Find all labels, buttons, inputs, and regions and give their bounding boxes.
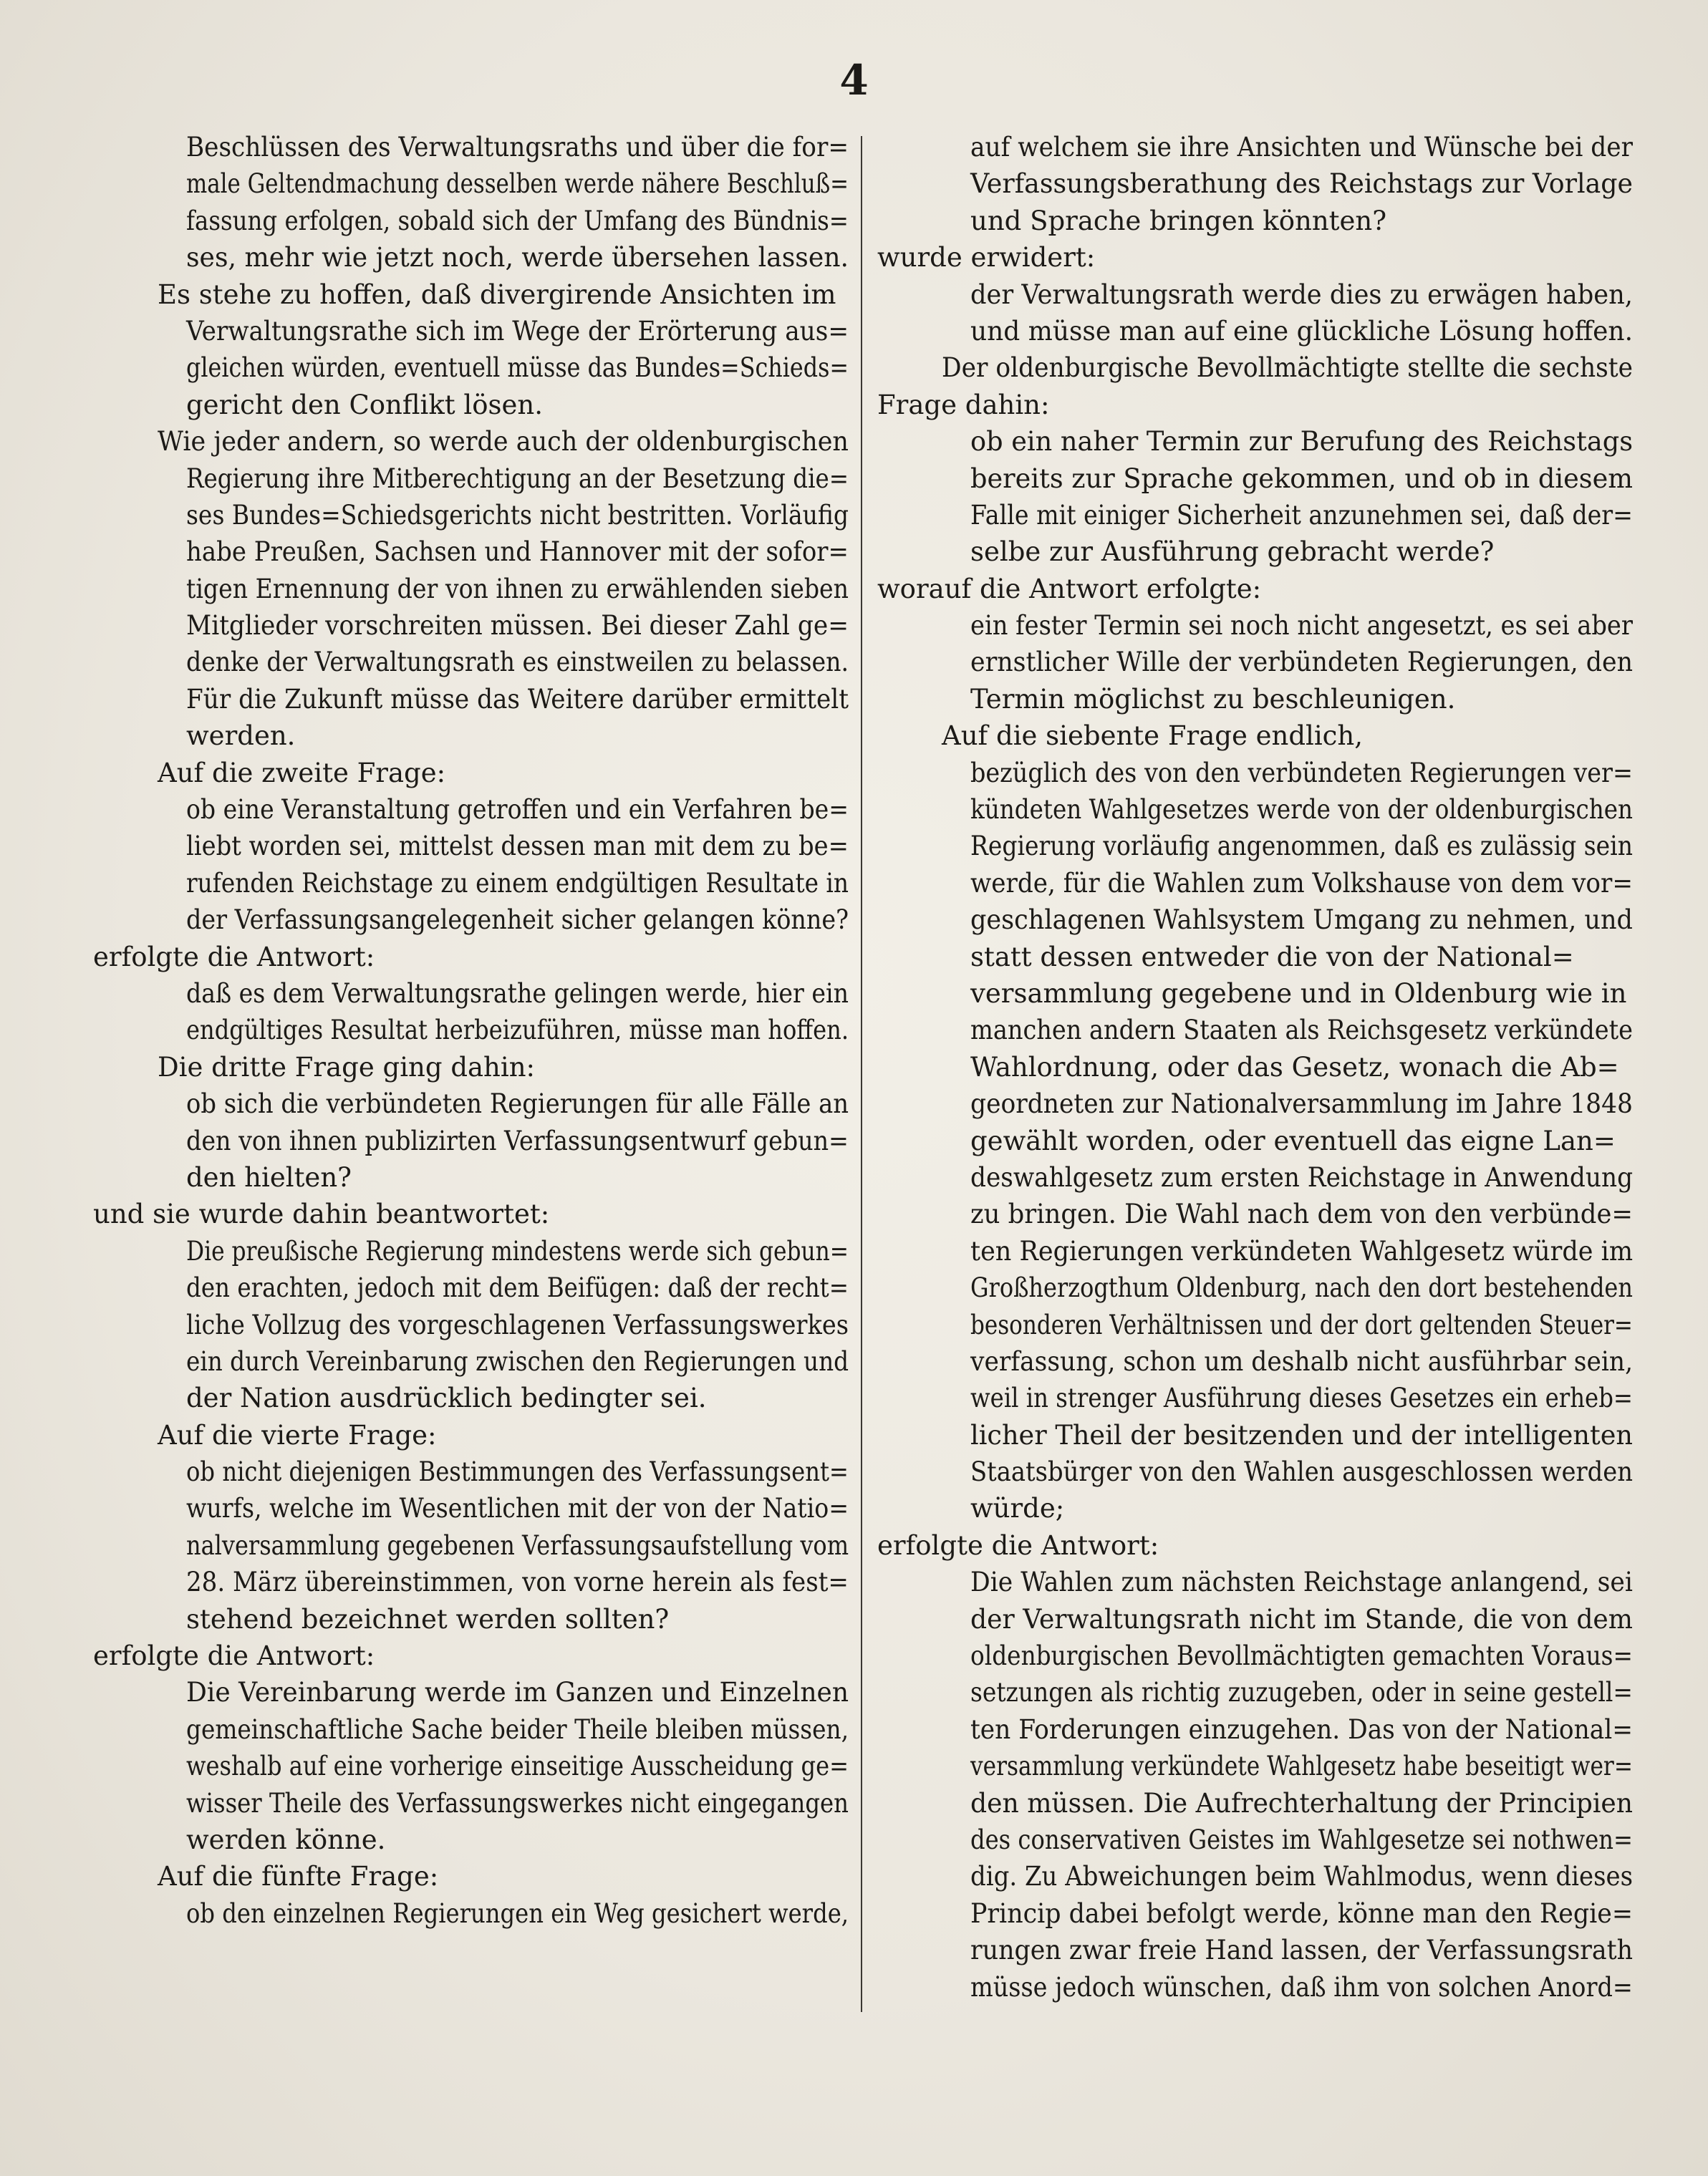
text-line: Regierung ihre Mitberechtigung an der Besetzung die=	[186, 463, 849, 494]
text-line: Der oldenburgische Bevollmächtigte stellte die sechste	[942, 352, 1633, 384]
text-line: liche Vollzug des vorgeschlagenen Verfassungswerkes	[186, 1309, 849, 1340]
text-line: der Verfassungsangelegenheit sicher gelangen könne?	[186, 904, 849, 936]
text-line: Wahlordnung, oder das Gesetz, wonach die Ab=	[970, 1051, 1619, 1083]
text-line: ses, mehr wie jetzt noch, werde übersehen lassen.	[186, 242, 849, 274]
text-line: wisser Theile des Verfassungswerkes nicht eingegangen	[186, 1787, 849, 1819]
text-line: daß es dem Verwaltungsrathe gelingen werde, hier ein	[186, 977, 849, 1009]
text-line: Die Wahlen zum nächsten Reichstage anlangend, sei	[970, 1567, 1633, 1598]
text-line: selbe zur Ausführung gebracht werde?	[970, 536, 1495, 568]
text-line: ten Regierungen verkündeten Wahlgesetz würde im	[970, 1235, 1633, 1267]
text-line: versammlung verkündete Wahlgesetz habe beseitigt wer=	[970, 1751, 1633, 1782]
text-line: nalversammlung gegebenen Verfassungsaufstellung vom	[186, 1529, 849, 1561]
text-line: Wie jeder andern, so werde auch der oldenburgischen	[158, 426, 849, 458]
text-line: Auf die fünfte Frage:	[158, 1861, 439, 1892]
text-line: Beschlüssen des Verwaltungsraths und über die for=	[186, 132, 849, 163]
text-line: versammlung gegebene und in Oldenburg wie in	[970, 977, 1627, 1009]
text-line: und sie wurde dahin beantwortet:	[93, 1199, 550, 1230]
text-line: gleichen würden, eventuell müsse das Bundes=Schieds=	[186, 352, 849, 384]
text-line: Auf die zweite Frage:	[158, 757, 446, 788]
text-line: und Sprache bringen könnten?	[970, 205, 1387, 236]
text-line: male Geltendmachung desselben werde nähere Beschluß=	[186, 168, 849, 200]
text-line: der Nation ausdrücklich bedingter sei.	[186, 1383, 707, 1414]
text-line: licher Theil der besitzenden und der intelligenten	[970, 1419, 1633, 1451]
text-line: bereits zur Sprache gekommen, und ob in diesem	[970, 463, 1633, 494]
text-line: Die Vereinbarung werde im Ganzen und Einzelnen	[186, 1677, 849, 1708]
text-line: habe Preußen, Sachsen und Hannover mit der sofor=	[186, 536, 849, 568]
text-line: Für die Zukunft müsse das Weitere darüber ermittelt	[186, 683, 849, 715]
text-line: rufenden Reichstage zu einem endgültigen Resultate in	[186, 867, 849, 899]
text-line: gemeinschaftliche Sache beider Theile bleiben müssen,	[186, 1713, 849, 1745]
text-line: Die preußische Regierung mindestens werde sich gebun=	[186, 1235, 849, 1267]
text-line: werde, für die Wahlen zum Volkshause von dem vor=	[970, 867, 1633, 899]
text-line: ten Forderungen einzugehen. Das von der National=	[970, 1713, 1633, 1745]
text-line: Verwaltungsrathe sich im Wege der Erörterung aus=	[186, 315, 849, 347]
text-line: würde;	[970, 1493, 1065, 1524]
text-line: des conservativen Geistes im Wahlgesetze sei nothwen=	[970, 1824, 1633, 1855]
text-line: weil in strenger Ausführung dieses Gesetzes ein erheb=	[970, 1383, 1633, 1414]
text-line: Mitglieder vorschreiten müssen. Bei dieser Zahl ge=	[186, 610, 849, 642]
text-line: ein durch Vereinbarung zwischen den Regierungen und	[186, 1345, 849, 1377]
text-line: deswahlgesetz zum ersten Reichstage in Anwendung	[970, 1161, 1633, 1193]
text-line: Es stehe zu hoffen, daß divergirende Ansichten im	[158, 279, 836, 310]
text-line: zu bringen. Die Wahl nach dem von den verbünde=	[970, 1199, 1633, 1230]
text-line: worauf die Antwort erfolgte:	[877, 573, 1262, 604]
text-line: Auf die vierte Frage:	[158, 1419, 437, 1451]
text-line: den hielten?	[186, 1161, 352, 1193]
text-line: ob den einzelnen Regierungen ein Weg gesichert werde,	[186, 1897, 849, 1929]
text-line: ob nicht diejenigen Bestimmungen des Verfassungsent=	[186, 1456, 849, 1488]
text-line: müsse jedoch wünschen, daß ihm von solchen Anord=	[970, 1971, 1633, 2003]
text-line: ein fester Termin sei noch nicht angesetzt, es sei aber	[970, 610, 1633, 642]
text-line: weshalb auf eine vorherige einseitige Ausscheidung ge=	[186, 1751, 849, 1782]
text-line: und müsse man auf eine glückliche Lösung hoffen.	[970, 315, 1633, 347]
text-line: Auf die siebente Frage endlich,	[942, 720, 1363, 752]
text-line: den erachten, jedoch mit dem Beifügen: daß der recht=	[186, 1272, 849, 1304]
text-line: erfolgte die Antwort:	[877, 1529, 1159, 1561]
text-line: ob sich die verbündeten Regierungen für alle Fälle an	[186, 1088, 849, 1120]
text-line: den müssen. Die Aufrechterhaltung der Principien	[970, 1787, 1633, 1819]
text-line: ses Bundes=Schiedsgerichts nicht bestritten. Vorläufig	[186, 499, 849, 531]
text-line: gewählt worden, oder eventuell das eigne Lan=	[970, 1125, 1616, 1156]
text-line: oldenburgischen Bevollmächtigten gemachten Voraus=	[970, 1640, 1633, 1672]
text-line: geschlagenen Wahlsystem Umgang zu nehmen, und	[970, 904, 1633, 936]
text-line: manchen andern Staaten als Reichsgesetz verkündete	[970, 1015, 1633, 1046]
column-divider	[861, 136, 862, 2012]
text-line: Verfassungsberathung des Reichstags zur Vorlage	[970, 168, 1633, 200]
text-line: wurfs, welche im Wesentlichen mit der von der Natio=	[186, 1493, 849, 1524]
text-line: werden könne.	[186, 1824, 386, 1855]
text-line: Großherzogthum Oldenburg, nach den dort bestehenden	[970, 1272, 1633, 1304]
text-line: setzungen als richtig zuzugeben, oder in seine gestell=	[970, 1677, 1633, 1708]
text-line: verfassung, schon um deshalb nicht ausführbar sein,	[970, 1345, 1633, 1377]
text-line: Princip dabei befolgt werde, könne man den Regie=	[970, 1897, 1633, 1929]
text-line: rungen zwar freie Hand lassen, der Verfassungsrath	[970, 1935, 1633, 1966]
text-line: liebt worden sei, mittelst dessen man mit dem zu be=	[186, 831, 849, 862]
text-line: wurde erwidert:	[877, 242, 1096, 274]
text-line: erfolgte die Antwort:	[93, 941, 375, 972]
page-number: 4	[839, 56, 869, 105]
text-line: Frage dahin:	[877, 389, 1050, 420]
text-line: besonderen Verhältnissen und der dort geltenden Steuer=	[970, 1309, 1633, 1340]
text-line: gericht den Conflikt lösen.	[186, 389, 544, 420]
text-line: endgültiges Resultat herbeizuführen, müsse man hoffen.	[186, 1015, 849, 1046]
text-line: dig. Zu Abweichungen beim Wahlmodus, wenn dieses	[970, 1861, 1633, 1892]
right-text-column	[877, 129, 1633, 2006]
text-line: Regierung vorläufig angenommen, daß es zulässig sein	[970, 831, 1633, 862]
text-line: geordneten zur Nationalversammlung im Jahre 1848	[970, 1088, 1633, 1120]
text-line: Falle mit einiger Sicherheit anzunehmen sei, daß der=	[970, 499, 1633, 531]
left-text-column	[93, 129, 849, 1932]
text-line: der Verwaltungsrath werde dies zu erwägen haben,	[970, 279, 1633, 310]
text-line: denke der Verwaltungsrath es einstweilen zu belassen.	[186, 647, 849, 678]
text-line: den von ihnen publizirten Verfassungsentwurf gebun=	[186, 1125, 849, 1156]
text-line: ob eine Veranstaltung getroffen und ein Verfahren be=	[186, 794, 849, 826]
text-line: bezüglich des von den verbündeten Regierungen ver=	[970, 757, 1633, 788]
text-line: werden.	[186, 720, 296, 752]
text-line: fassung erfolgen, sobald sich der Umfang des Bündnis=	[186, 205, 849, 236]
text-line: Staatsbürger von den Wahlen ausgeschlossen werden	[970, 1456, 1633, 1488]
text-line: stehend bezeichnet werden sollten?	[186, 1603, 670, 1635]
text-line: der Verwaltungsrath nicht im Stande, die von dem	[970, 1603, 1633, 1635]
text-line: kündeten Wahlgesetzes werde von der oldenburgischen	[970, 794, 1633, 826]
text-line: ob ein naher Termin zur Berufung des Reichstags	[970, 426, 1633, 458]
text-line: auf welchem sie ihre Ansichten und Wünsche bei der	[970, 132, 1633, 163]
text-line: Die dritte Frage ging dahin:	[158, 1051, 536, 1083]
text-line: ernstlicher Wille der verbündeten Regierungen, den	[970, 647, 1633, 678]
text-line: erfolgte die Antwort:	[93, 1640, 375, 1672]
text-line: statt dessen entweder die von der National=	[970, 941, 1574, 972]
text-line: 28. März übereinstimmen, von vorne herein als fest=	[186, 1567, 849, 1598]
text-line: Termin möglichst zu beschleunigen.	[970, 683, 1456, 715]
text-line: tigen Ernennung der von ihnen zu erwählenden sieben	[186, 573, 849, 604]
